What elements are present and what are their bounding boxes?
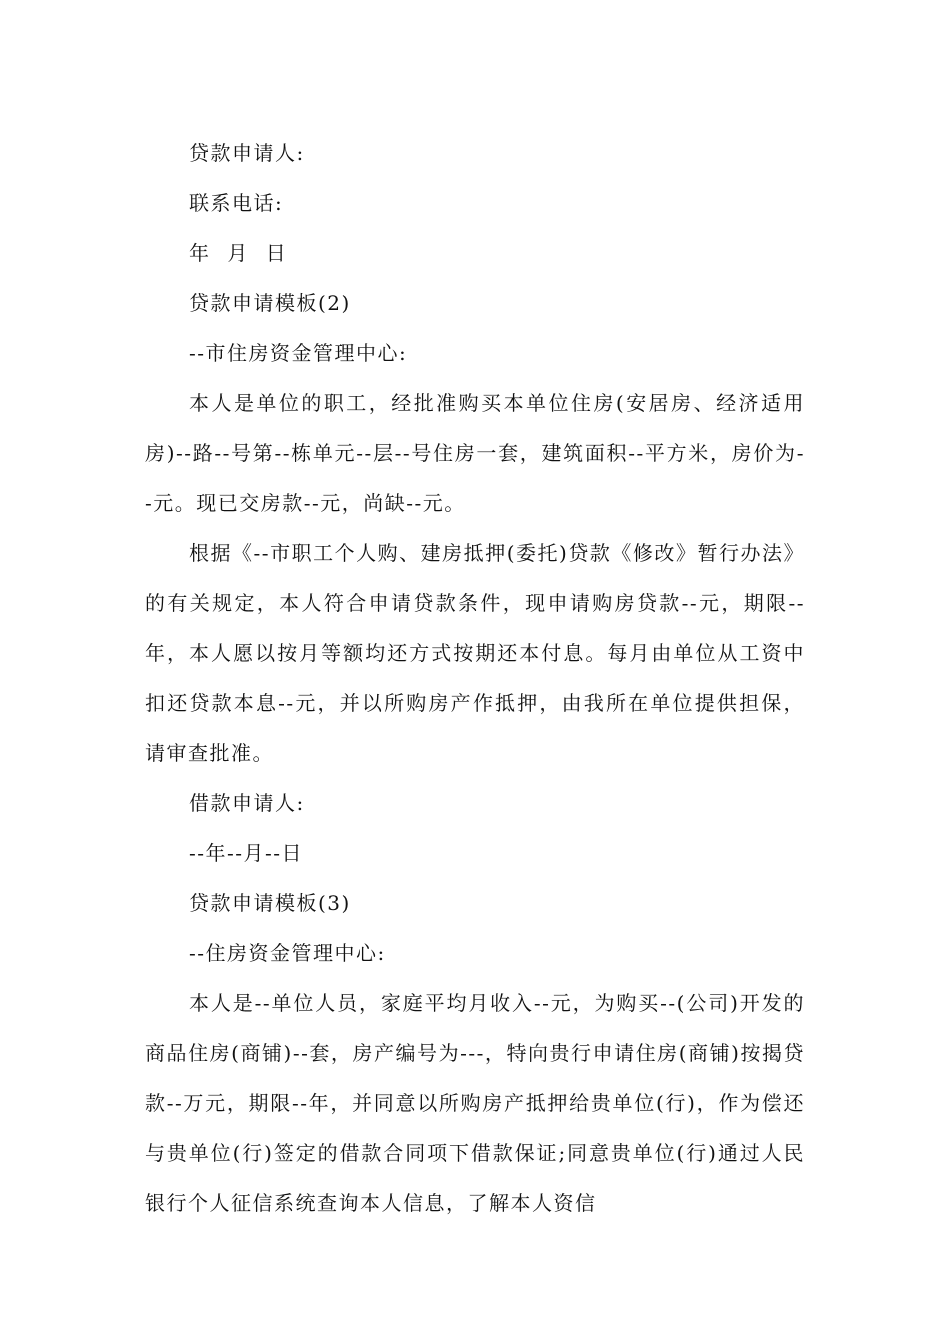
borrower-label: 借款申请人: xyxy=(189,791,305,815)
template-3-heading: 贷款申请模板(3) xyxy=(189,891,351,915)
body-paragraph: 根据《--市职工个人购、建房抵押(委托)贷款《修改》暂行办法》的有关规定，本人符合申请贷款条件，现申请购房贷款--元，期限--年，本人愿以按月等额均还方式按期还本付息。每月由单位从工资中扣还贷款本息--元，并以所购房产作抵押，由我所在单位提供担保，请审查批准。 xyxy=(145,541,805,765)
date-label: 年 月 日 xyxy=(189,241,292,265)
body-paragraph: 本人是--单位人员，家庭平均月收入--元，为购买--(公司)开发的商品住房(商铺)--套，房产编号为---，特向贵行申请住房(商铺)按揭贷款--万元，期限--年，并同意以所购房产抵押给贵单位(行)，作为偿还与贵单位(行)签定的借款合同项下借款保证;同意贵单位(行)通过人民银行个人征信系统查询本人信息，了解本人资信 xyxy=(145,991,805,1215)
phone-label: 联系电话: xyxy=(189,191,284,215)
body-paragraph: 本人是单位的职工，经批准购买本单位住房(安居房、经济适用房)--路--号第--栋单元--层--号住房一套，建筑面积--平方米，房价为--元。现已交房款--元，尚缺--元。 xyxy=(145,391,805,515)
applicant-label: 贷款申请人: xyxy=(189,141,305,165)
recipient-line: --住房资金管理中心: xyxy=(189,941,386,965)
recipient-line: --市住房资金管理中心: xyxy=(189,341,408,365)
document-body xyxy=(145,128,805,1228)
template-2-heading: 贷款申请模板(2) xyxy=(189,291,351,315)
date-line: --年--月--日 xyxy=(189,841,304,865)
